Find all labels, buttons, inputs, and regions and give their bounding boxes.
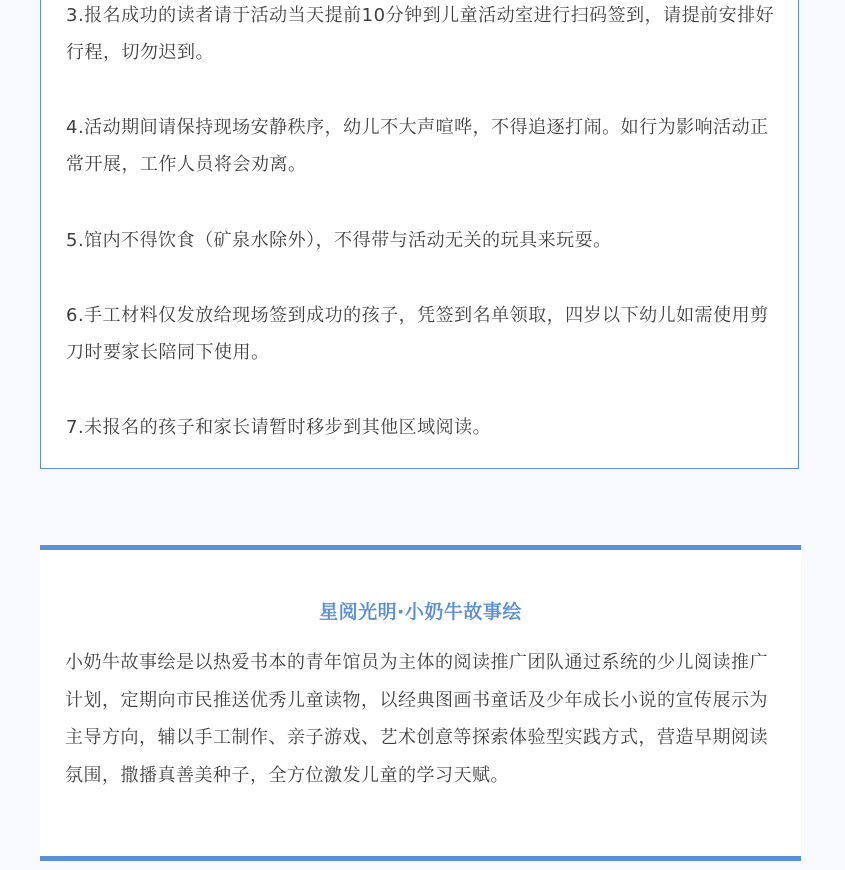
rules-box: [40, 0, 799, 469]
intro-section: [40, 550, 801, 856]
rule-item-5: 5.馆内不得饮食（矿泉水除外），不得带与活动无关的玩具来玩耍。: [66, 230, 612, 251]
section-body: 小奶牛故事绘是以热爱书本的青年馆员为主体的阅读推广团队通过系统的少儿阅读推广计划，定期向市民推送优秀儿童读物，以经典图画书童话及少年成长小说的宣传展示为主导方向，辅以手工制作、亲子游戏、艺术创意等探索体验型实践方式，营造早期阅读氛围，撒播真善美种子，全方位激发儿童的学习天赋。: [65, 652, 768, 786]
rule-item-4: 4.活动期间请保持现场安静秩序，幼儿不大声喧哗，不得追逐打闹。如行为影响活动正常开展，工作人员将会劝离。: [66, 117, 769, 175]
rule-item-3: 3.报名成功的读者请于活动当天提前10分钟到儿童活动室进行扫码签到，请提前安排好行程，切勿迟到。: [66, 5, 775, 63]
rule-item-6: 6.手工材料仅发放给现场签到成功的孩子，凭签到名单领取，四岁以下幼儿如需使用剪刀时要家长陪同下使用。: [66, 305, 769, 363]
rule-item-7: 7.未报名的孩子和家长请暂时移步到其他区域阅读。: [66, 417, 492, 438]
section-bottom-divider: [40, 856, 801, 861]
section-title: 星阅光明·小奶牛故事绘: [319, 601, 522, 623]
